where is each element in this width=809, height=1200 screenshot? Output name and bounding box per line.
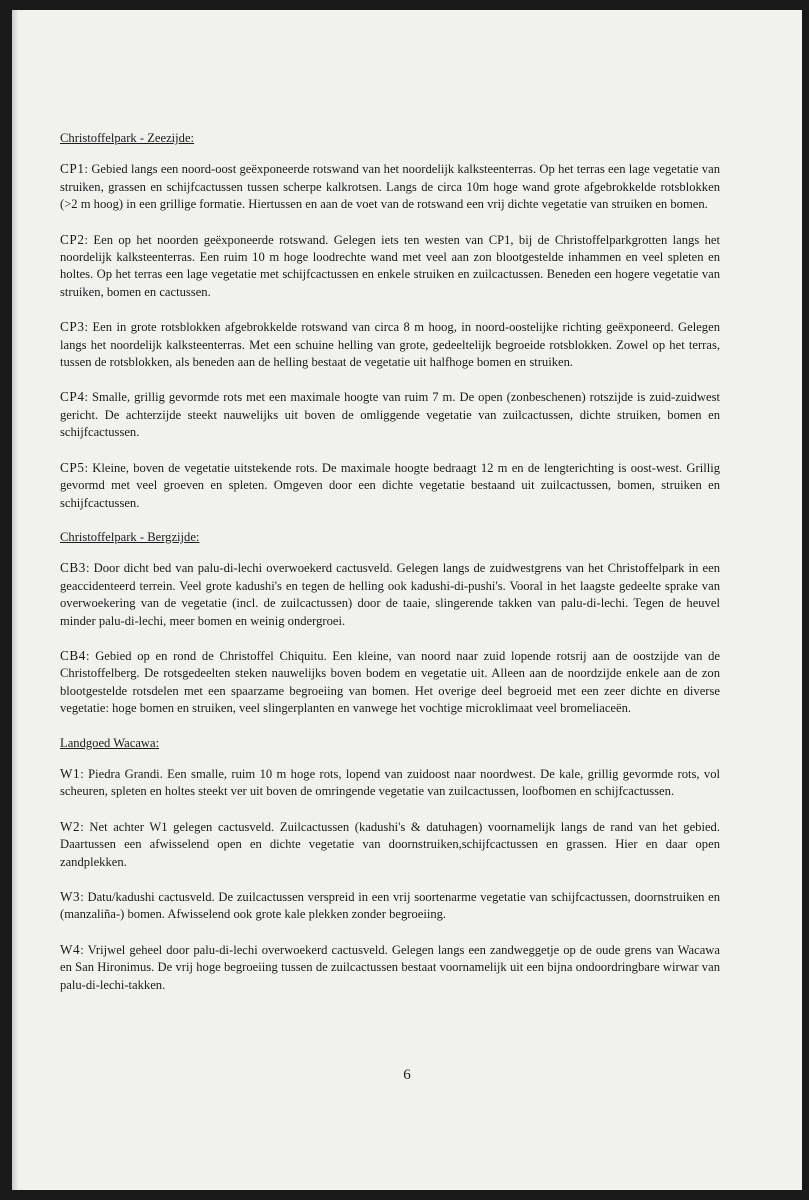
entry-text: : Gebied langs een noord-oost geëxponeerde rotswand van het noordelijk kalksteenterras. Op het terras een lage vegetatie van struiken, grassen en schijfcactussen tussen scherpe kalkrotsen. Langs de circa 10m hoge wand grote afgebrokkelde rotsblokken (>2 m hoog) in een grillige formatie. Hiertussen en aan de voet van de rotswand een vrij dichte vegetatie van struiken en bomen. <box>60 162 720 212</box>
entry-cp3 <box>60 318 720 371</box>
entry-cp5 <box>60 459 720 512</box>
section-heading-wacawa: Landgoed Wacawa: <box>60 735 160 750</box>
entry-text: : Door dicht bed van palu-di-lechi overwoekerd cactusveld. Gelegen langs de zuidwestgrens van het Christoffelpark in een geaccidenteerd terrein. Veel grote kadushi's en tegen de helling ook kadushi-di-pushi's. Vooral in het laagste gedeelte sprake van overwoekering van de vegetatie (incl. de zuilcactussen) door de taaie, slingerende takken van palu-di-lechi. Tegen de heuvel minder palu-di-lechi, meer bomen en weinig ondergroei. <box>60 561 720 628</box>
entry-code: CP5 <box>60 459 85 475</box>
entry-text: : Smalle, grillig gevormde rots met een maximale hoogte van ruim 7 m. De open (zonbeschenen) rotszijde is zuid-zuidwest gericht. De achterzijde steekt nauwelijks uit boven de omliggende vegetatie van zuilcactussen, dichte struiken, bomen en schijfcactussen. <box>60 390 720 440</box>
entry-cb3 <box>60 559 720 630</box>
entry-w3 <box>60 888 720 924</box>
entry-code: W4 <box>60 941 81 957</box>
entry-text: : Net achter W1 gelegen cactusveld. Zuilcactussen (kadushi's & datuhagen) voornamelijk langs de rand van het gebied. Daartussen een afwisselend open en dichte vegetatie van doornstruiken,schijfcactussen en grassen. Hier en daar open zandplekken. <box>60 819 720 869</box>
page-content <box>60 130 720 1011</box>
entry-cb4 <box>60 647 720 718</box>
entry-text: : Kleine, boven de vegetatie uitstekende rots. De maximale hoogte bedraagt 12 m en de lengterichting is oost-west. Grillig gevormd met veel groeven en spleten. Omgeven door een dichte vegetatie bestaand uit zuilcactussen, bomen, struiken en schijfcactussen. <box>60 460 720 510</box>
entry-code: CP3 <box>60 319 85 335</box>
section-heading-zeezijde: Christoffelpark - Zeezijde: <box>60 131 195 145</box>
page-binding-edge <box>12 10 18 1190</box>
entry-text: : Een in grote rotsblokken afgebrokkelde rotswand van circa 8 m hoog, in noord-oostelijke richting geëxponeerd. Gelegen langs het noordelijk kalksteenterras. Met een schuine helling van grote, gedeeltelijk begroeide rotsblokken. Zowel op het terras, tussen de rotsblokken, als beneden aan de helling bestaat de vegetatie uit halfhoge bomen en struiken. <box>60 320 720 370</box>
entry-code: W3 <box>60 889 81 904</box>
entry-text: : Gebied op en rond de Christoffel Chiquitu. Een kleine, van noord naar zuid lopende rotsrij aan de oostzijde van de Christoffelberg. De rotsgedeelten steken nauwelijks boven bodem en vegetatie uit. Alleen aan de noordzijde enkele aan de zon blootgestelde rotsdelen met een spaarzame begroeiing van bomen. Het overige deel begroeid met een zeer dichte en diverse vegetatie: hoge bomen en struiken, veel slingerplanten en vanwege het vochtige microklimaat veel bromeliaceën. <box>60 648 720 716</box>
entry-text: : Een op het noorden geëxponeerde rotswand. Gelegen iets ten westen van CP1, bij de Christoffelparkgrotten langs het noordelijk kalksteenterras. Een ruim 10 m hoge loodrechte wand met veel aan zon blootgestelde inhammen en veel spleten en holtes. Op het terras een lage vegetatie met schijfcactussen en enkele struiken en zuilcactussen. Beneden een hogere vegetatie van struiken, bomen en cactussen. <box>60 232 720 299</box>
entry-text: : Vrijwel geheel door palu-di-lechi overwoekerd cactusveld. Gelegen langs een zandweggetje op de oude grens van Wacawa en San Hironimus. De vrij hoge begroeiing tussen de zuilcactussen bestaat voornamelijk uit een bijna ondoordringbare wirwar van palu-di-lechi-takken. <box>60 942 720 992</box>
entry-code: CB4 <box>60 647 86 663</box>
entry-w4 <box>60 941 720 994</box>
section-heading-bergzijde: Christoffelpark - Bergzijde: <box>60 529 200 544</box>
entry-code: CB3 <box>60 560 86 576</box>
entry-code: CP1 <box>60 161 85 177</box>
entry-w1 <box>60 765 720 801</box>
document-page <box>12 10 802 1190</box>
entry-cp1 <box>60 160 720 213</box>
page-number: 6 <box>403 1067 411 1083</box>
entry-code: W2 <box>60 818 81 834</box>
entry-code: W1 <box>60 765 81 781</box>
entry-cp4 <box>60 388 720 441</box>
entry-cp2 <box>60 231 720 302</box>
entry-code: CP4 <box>60 389 85 405</box>
entry-code: CP2 <box>60 231 85 247</box>
entry-w2 <box>60 818 720 871</box>
entry-text: : Datu/kadushi cactusveld. De zuilcactussen verspreid in een vrij soortenarme vegetatie van schijfcactussen, doornstruiken en (manzaliña-) bomen. Afwisselend ook grote kale plekken zonder begroeiing. <box>60 890 720 922</box>
entry-text: : Piedra Grandi. Een smalle, ruim 10 m hoge rots, lopend van zuidoost naar noordwest. De kale, grillig gevormde rots, vol scheuren, spleten en holtes steekt ver uit boven de omringende vegetatie van zuilcactussen, loofbomen en schijfcactussen. <box>60 766 720 799</box>
